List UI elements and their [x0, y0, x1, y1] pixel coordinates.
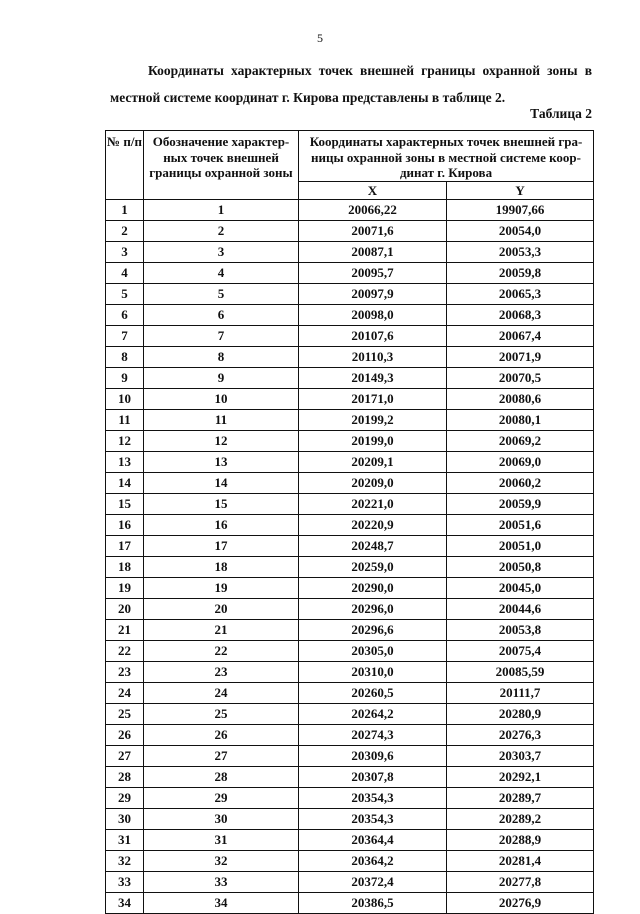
table-row — [106, 598, 594, 619]
point-designation-cell: 1 — [144, 199, 299, 220]
table-row — [106, 766, 594, 787]
point-designation-cell: 2 — [144, 220, 299, 241]
x-coordinate-cell: 20296,6 — [299, 619, 447, 640]
row-number-cell: 18 — [106, 556, 144, 577]
table-row — [106, 640, 594, 661]
x-coordinate-cell: 20107,6 — [299, 325, 447, 346]
y-coordinate-cell: 20276,9 — [447, 892, 594, 913]
table-row — [106, 304, 594, 325]
table-row — [106, 703, 594, 724]
table-row — [106, 220, 594, 241]
y-coordinate-cell: 20065,3 — [447, 283, 594, 304]
y-coordinate-cell: 20051,6 — [447, 514, 594, 535]
x-coordinate-cell: 20274,3 — [299, 724, 447, 745]
table-row — [106, 661, 594, 682]
row-number-cell: 13 — [106, 451, 144, 472]
page-number: 5 — [317, 31, 323, 45]
point-designation-cell: 19 — [144, 577, 299, 598]
header-x: X — [299, 181, 447, 199]
y-coordinate-cell: 20068,3 — [447, 304, 594, 325]
table-row — [106, 619, 594, 640]
y-coordinate-cell: 20288,9 — [447, 829, 594, 850]
point-designation-cell: 9 — [144, 367, 299, 388]
row-number-cell: 19 — [106, 577, 144, 598]
point-designation-cell: 16 — [144, 514, 299, 535]
row-number-cell: 3 — [106, 241, 144, 262]
point-designation-cell: 10 — [144, 388, 299, 409]
x-coordinate-cell: 20097,9 — [299, 283, 447, 304]
point-designation-cell: 17 — [144, 535, 299, 556]
y-coordinate-cell: 20080,1 — [447, 409, 594, 430]
x-coordinate-cell: 20095,7 — [299, 262, 447, 283]
x-coordinate-cell: 20307,8 — [299, 766, 447, 787]
x-coordinate-cell: 20259,0 — [299, 556, 447, 577]
x-coordinate-cell: 20199,0 — [299, 430, 447, 451]
x-coordinate-cell: 20098,0 — [299, 304, 447, 325]
table-row — [106, 325, 594, 346]
y-coordinate-cell: 20289,2 — [447, 808, 594, 829]
point-designation-cell: 4 — [144, 262, 299, 283]
y-coordinate-cell: 20071,9 — [447, 346, 594, 367]
y-coordinate-cell: 20069,2 — [447, 430, 594, 451]
y-coordinate-cell: 20292,1 — [447, 766, 594, 787]
x-coordinate-cell: 20149,3 — [299, 367, 447, 388]
point-designation-cell: 8 — [144, 346, 299, 367]
table-row — [106, 724, 594, 745]
point-designation-cell: 29 — [144, 787, 299, 808]
row-number-cell: 8 — [106, 346, 144, 367]
row-number-cell: 33 — [106, 871, 144, 892]
table-row — [106, 892, 594, 913]
x-coordinate-cell: 20290,0 — [299, 577, 447, 598]
table-row — [106, 388, 594, 409]
x-coordinate-cell: 20386,5 — [299, 892, 447, 913]
y-coordinate-cell: 20281,4 — [447, 850, 594, 871]
row-number-cell: 4 — [106, 262, 144, 283]
x-coordinate-cell: 20071,6 — [299, 220, 447, 241]
x-coordinate-cell: 20199,2 — [299, 409, 447, 430]
row-number-cell: 5 — [106, 283, 144, 304]
intro-paragraph: Координаты характерных точек внешней границы охранной зоны в местной системе координат г. Кирова представлены в таблице 2. — [110, 63, 592, 105]
header-coordinates: Координаты характерных точек внешней гра-ницы охранной зоны в местной системе коор-динат г. Кирова — [299, 131, 594, 182]
point-designation-cell: 33 — [144, 871, 299, 892]
table-row — [106, 850, 594, 871]
x-coordinate-cell: 20248,7 — [299, 535, 447, 556]
point-designation-cell: 26 — [144, 724, 299, 745]
row-number-cell: 30 — [106, 808, 144, 829]
coordinates-table — [105, 130, 594, 914]
y-coordinate-cell: 19907,66 — [447, 199, 594, 220]
x-coordinate-cell: 20066,22 — [299, 199, 447, 220]
row-number-cell: 16 — [106, 514, 144, 535]
point-designation-cell: 27 — [144, 745, 299, 766]
table-row — [106, 472, 594, 493]
x-coordinate-cell: 20264,2 — [299, 703, 447, 724]
row-number-cell: 26 — [106, 724, 144, 745]
point-designation-cell: 20 — [144, 598, 299, 619]
point-designation-cell: 24 — [144, 682, 299, 703]
x-coordinate-cell: 20260,5 — [299, 682, 447, 703]
row-number-cell: 12 — [106, 430, 144, 451]
x-coordinate-cell: 20310,0 — [299, 661, 447, 682]
row-number-cell: 10 — [106, 388, 144, 409]
table-row — [106, 493, 594, 514]
point-designation-cell: 21 — [144, 619, 299, 640]
y-coordinate-cell: 20276,3 — [447, 724, 594, 745]
y-coordinate-cell: 20085,59 — [447, 661, 594, 682]
table-row — [106, 829, 594, 850]
point-designation-cell: 31 — [144, 829, 299, 850]
x-coordinate-cell: 20171,0 — [299, 388, 447, 409]
y-coordinate-cell: 20289,7 — [447, 787, 594, 808]
x-coordinate-cell: 20110,3 — [299, 346, 447, 367]
point-designation-cell: 15 — [144, 493, 299, 514]
table-row — [106, 367, 594, 388]
x-coordinate-cell: 20354,3 — [299, 787, 447, 808]
table-row — [106, 682, 594, 703]
point-designation-cell: 3 — [144, 241, 299, 262]
y-coordinate-cell: 20080,6 — [447, 388, 594, 409]
point-designation-cell: 22 — [144, 640, 299, 661]
table-row — [106, 787, 594, 808]
y-coordinate-cell: 20053,3 — [447, 241, 594, 262]
table-row — [106, 430, 594, 451]
y-coordinate-cell: 20044,6 — [447, 598, 594, 619]
point-designation-cell: 7 — [144, 325, 299, 346]
header-row-number: № п/п — [106, 131, 144, 200]
point-designation-cell: 23 — [144, 661, 299, 682]
table-row — [106, 283, 594, 304]
table-row — [106, 262, 594, 283]
row-number-cell: 22 — [106, 640, 144, 661]
y-coordinate-cell: 20070,5 — [447, 367, 594, 388]
row-number-cell: 15 — [106, 493, 144, 514]
y-coordinate-cell: 20059,8 — [447, 262, 594, 283]
y-coordinate-cell: 20060,2 — [447, 472, 594, 493]
point-designation-cell: 11 — [144, 409, 299, 430]
point-designation-cell: 5 — [144, 283, 299, 304]
x-coordinate-cell: 20309,6 — [299, 745, 447, 766]
table-header — [106, 131, 594, 200]
y-coordinate-cell: 20280,9 — [447, 703, 594, 724]
header-point-designation: Обозначение характер-ных точек внешней границы охранной зоны — [144, 131, 299, 200]
x-coordinate-cell: 20220,9 — [299, 514, 447, 535]
row-number-cell: 34 — [106, 892, 144, 913]
point-designation-cell: 25 — [144, 703, 299, 724]
row-number-cell: 20 — [106, 598, 144, 619]
row-number-cell: 1 — [106, 199, 144, 220]
row-number-cell: 31 — [106, 829, 144, 850]
x-coordinate-cell: 20372,4 — [299, 871, 447, 892]
table-row — [106, 577, 594, 598]
table-row — [106, 346, 594, 367]
y-coordinate-cell: 20050,8 — [447, 556, 594, 577]
y-coordinate-cell: 20069,0 — [447, 451, 594, 472]
x-coordinate-cell: 20305,0 — [299, 640, 447, 661]
table-row — [106, 409, 594, 430]
point-designation-cell: 13 — [144, 451, 299, 472]
point-designation-cell: 18 — [144, 556, 299, 577]
table-row — [106, 241, 594, 262]
table-body — [106, 199, 594, 913]
table-caption: Таблица 2 — [530, 106, 592, 121]
row-number-cell: 28 — [106, 766, 144, 787]
y-coordinate-cell: 20111,7 — [447, 682, 594, 703]
x-coordinate-cell: 20221,0 — [299, 493, 447, 514]
row-number-cell: 32 — [106, 850, 144, 871]
row-number-cell: 7 — [106, 325, 144, 346]
point-designation-cell: 28 — [144, 766, 299, 787]
x-coordinate-cell: 20364,4 — [299, 829, 447, 850]
row-number-cell: 6 — [106, 304, 144, 325]
table-row — [106, 808, 594, 829]
table-row — [106, 871, 594, 892]
row-number-cell: 23 — [106, 661, 144, 682]
table-row — [106, 514, 594, 535]
table-row — [106, 745, 594, 766]
y-coordinate-cell: 20067,4 — [447, 325, 594, 346]
row-number-cell: 2 — [106, 220, 144, 241]
point-designation-cell: 6 — [144, 304, 299, 325]
row-number-cell: 27 — [106, 745, 144, 766]
y-coordinate-cell: 20054,0 — [447, 220, 594, 241]
table-row — [106, 199, 594, 220]
row-number-cell: 17 — [106, 535, 144, 556]
row-number-cell: 29 — [106, 787, 144, 808]
x-coordinate-cell: 20354,3 — [299, 808, 447, 829]
y-coordinate-cell: 20075,4 — [447, 640, 594, 661]
y-coordinate-cell: 20053,8 — [447, 619, 594, 640]
point-designation-cell: 14 — [144, 472, 299, 493]
row-number-cell: 11 — [106, 409, 144, 430]
row-number-cell: 21 — [106, 619, 144, 640]
x-coordinate-cell: 20087,1 — [299, 241, 447, 262]
x-coordinate-cell: 20364,2 — [299, 850, 447, 871]
x-coordinate-cell: 20296,0 — [299, 598, 447, 619]
point-designation-cell: 30 — [144, 808, 299, 829]
y-coordinate-cell: 20059,9 — [447, 493, 594, 514]
row-number-cell: 25 — [106, 703, 144, 724]
x-coordinate-cell: 20209,0 — [299, 472, 447, 493]
point-designation-cell: 32 — [144, 850, 299, 871]
y-coordinate-cell: 20045,0 — [447, 577, 594, 598]
table-row — [106, 556, 594, 577]
row-number-cell: 24 — [106, 682, 144, 703]
header-y: Y — [447, 181, 594, 199]
y-coordinate-cell: 20303,7 — [447, 745, 594, 766]
point-designation-cell: 12 — [144, 430, 299, 451]
y-coordinate-cell: 20051,0 — [447, 535, 594, 556]
row-number-cell: 9 — [106, 367, 144, 388]
row-number-cell: 14 — [106, 472, 144, 493]
point-designation-cell: 34 — [144, 892, 299, 913]
y-coordinate-cell: 20277,8 — [447, 871, 594, 892]
x-coordinate-cell: 20209,1 — [299, 451, 447, 472]
table-row — [106, 451, 594, 472]
table-row — [106, 535, 594, 556]
